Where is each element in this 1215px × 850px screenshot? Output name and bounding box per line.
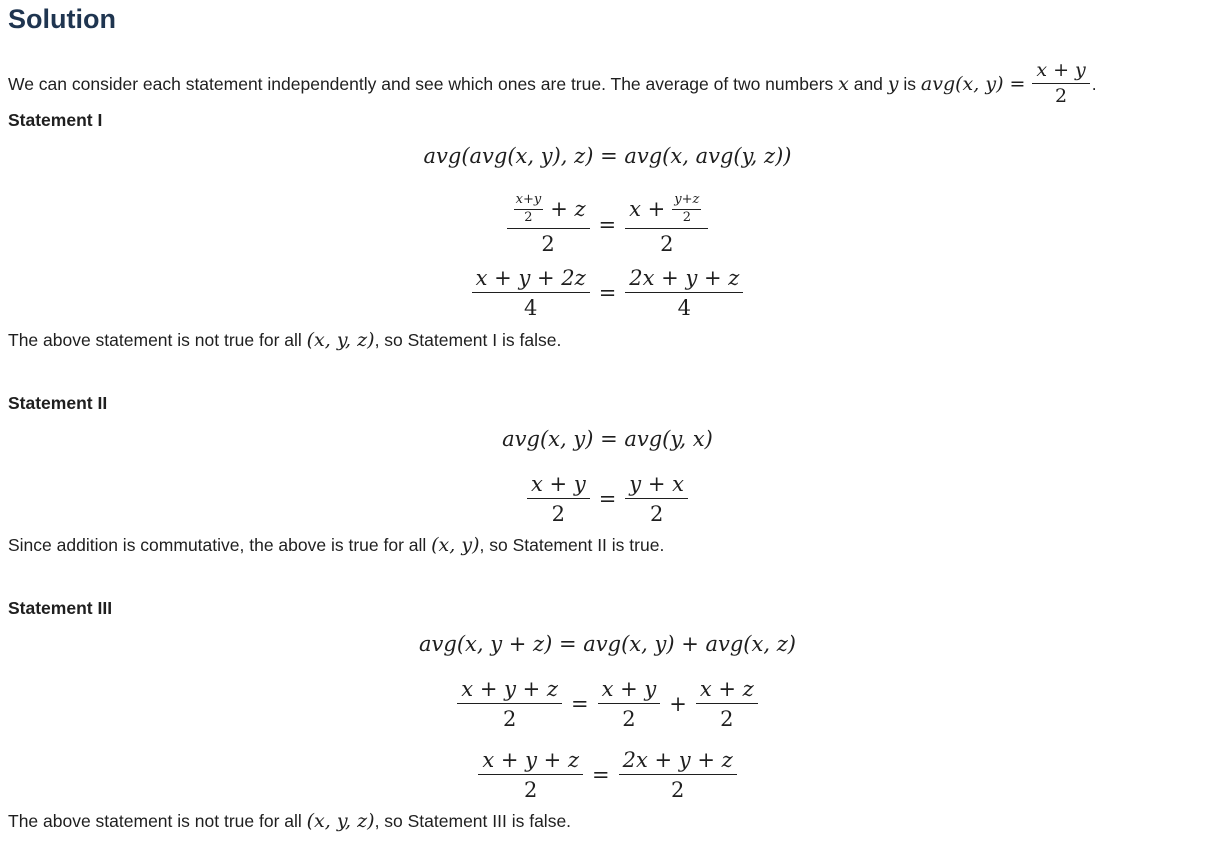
s1-eq2-left-rest: + z	[550, 197, 586, 222]
intro-and: and	[848, 74, 888, 95]
statement3-eq3	[0, 748, 1215, 802]
s3-eq2-a-den: 2	[502, 707, 517, 732]
s1-eq2-right-inner-fraction	[672, 193, 701, 226]
s3-eq2-a-num: x + y + z	[457, 677, 562, 704]
s1-eq2-right-den: 2	[660, 231, 674, 256]
statement2-heading: Statement II	[8, 393, 108, 413]
s1-eq3-right-num: 2x + y + z	[625, 266, 743, 293]
statement1-heading: Statement I	[8, 110, 103, 130]
statement3-eq2	[0, 677, 1215, 731]
intro-var-x: x	[838, 73, 849, 96]
statement2-conclusion	[8, 533, 664, 557]
s1-eq2-left-fraction	[507, 193, 590, 256]
s3-eq3-equals: =	[592, 763, 610, 788]
statement2-eq2	[0, 472, 1215, 526]
s1-eq3-equals: =	[598, 281, 617, 306]
intro-formula-fraction	[1032, 60, 1089, 107]
intro-period: .	[1091, 74, 1097, 95]
s3-conclusion-post: , so Statement III is false.	[374, 811, 572, 831]
s1-eq3-right-den: 4	[677, 296, 691, 321]
statement1-eq2	[0, 193, 1215, 256]
s1-eq2-right-inner-den: 2	[682, 209, 691, 225]
s1-conclusion-math: (x, y, z)	[306, 329, 375, 351]
s3-eq3-right-den: 2	[670, 778, 685, 803]
s1-eq2-equals: =	[598, 212, 617, 237]
s1-eq2-right-first: x +	[629, 197, 666, 222]
statement2-eq1: avg(x, y) = avg(y, x)	[502, 427, 713, 451]
s3-eq2-b-fraction	[598, 677, 661, 731]
s2-eq2-right-num: y + x	[625, 472, 688, 499]
s1-eq2-left-num	[507, 193, 590, 229]
s2-conclusion-pre: Since addition is commutative, the above is true for all	[8, 535, 432, 555]
s1-eq2-right-fraction	[625, 193, 708, 256]
s3-eq2-b-num: x + y	[598, 677, 661, 704]
s3-eq2-c-den: 2	[720, 707, 734, 732]
intro-formula-den: 2	[1055, 84, 1068, 107]
s1-eq3-left-num: x + y + 2z	[472, 266, 590, 293]
s3-eq3-left-num: x + y + z	[478, 748, 583, 775]
s2-eq2-left-den: 2	[551, 502, 566, 527]
s3-conclusion-math: (x, y, z)	[306, 810, 375, 832]
intro-paragraph	[8, 59, 1097, 109]
s1-eq2-left-inner-den: 2	[524, 209, 533, 225]
intro-var-y: y	[887, 73, 899, 96]
s3-eq3-right-fraction	[619, 748, 737, 802]
statement3-eq1: avg(x, y + z) = avg(x, y) + avg(x, z)	[419, 632, 796, 656]
s3-eq2-plus: +	[669, 692, 687, 717]
s3-eq2-equals: =	[570, 692, 589, 717]
s3-eq3-left-den: 2	[523, 778, 538, 803]
s1-eq2-right-num	[625, 193, 708, 229]
s1-eq2-right-inner-num: y+z	[672, 193, 701, 210]
statement3-conclusion	[8, 809, 571, 833]
s1-eq2-left-inner-fraction	[514, 193, 544, 226]
s2-eq2-left-fraction	[527, 472, 590, 526]
s2-conclusion-post: , so Statement II is true.	[479, 535, 665, 555]
page-title: Solution	[8, 4, 116, 34]
s2-eq2-right-den: 2	[649, 502, 664, 527]
s2-eq2-equals: =	[598, 487, 617, 512]
s3-eq3-left-fraction	[478, 748, 583, 802]
s1-eq2-left-den: 2	[541, 231, 555, 256]
s3-eq2-c-num: x + z	[696, 677, 758, 704]
statement3-heading: Statement III	[8, 598, 113, 618]
s3-eq2-c-fraction	[696, 677, 758, 731]
s1-conclusion-pre: The above statement is not true for all	[8, 330, 307, 350]
statement1-eq1: avg(avg(x, y), z) = avg(x, avg(y, z))	[423, 144, 792, 168]
s1-eq3-left-fraction	[472, 266, 590, 320]
statement1-eq3	[0, 266, 1215, 320]
s2-eq2-left-num: x + y	[527, 472, 590, 499]
s1-eq3-left-den: 4	[523, 296, 538, 321]
s1-eq3-right-fraction	[625, 266, 743, 320]
s1-conclusion-post: , so Statement I is false.	[374, 330, 562, 350]
intro-is: is	[898, 74, 921, 95]
s2-conclusion-math: (x, y)	[431, 534, 480, 556]
s3-eq2-a-fraction	[457, 677, 562, 731]
s3-eq2-b-den: 2	[622, 707, 636, 732]
s3-eq3-right-num: 2x + y + z	[619, 748, 737, 775]
s2-eq2-right-fraction	[625, 472, 688, 526]
s3-conclusion-pre: The above statement is not true for all	[8, 811, 307, 831]
statement1-conclusion	[8, 328, 561, 352]
s1-eq2-left-inner-num: x+y	[514, 193, 544, 210]
intro-formula-lhs: avg(x, y) =	[920, 73, 1026, 96]
intro-formula-num: x + y	[1032, 60, 1089, 84]
intro-text: We can consider each statement independently and see which ones are true. The average of two numbers	[8, 74, 839, 95]
